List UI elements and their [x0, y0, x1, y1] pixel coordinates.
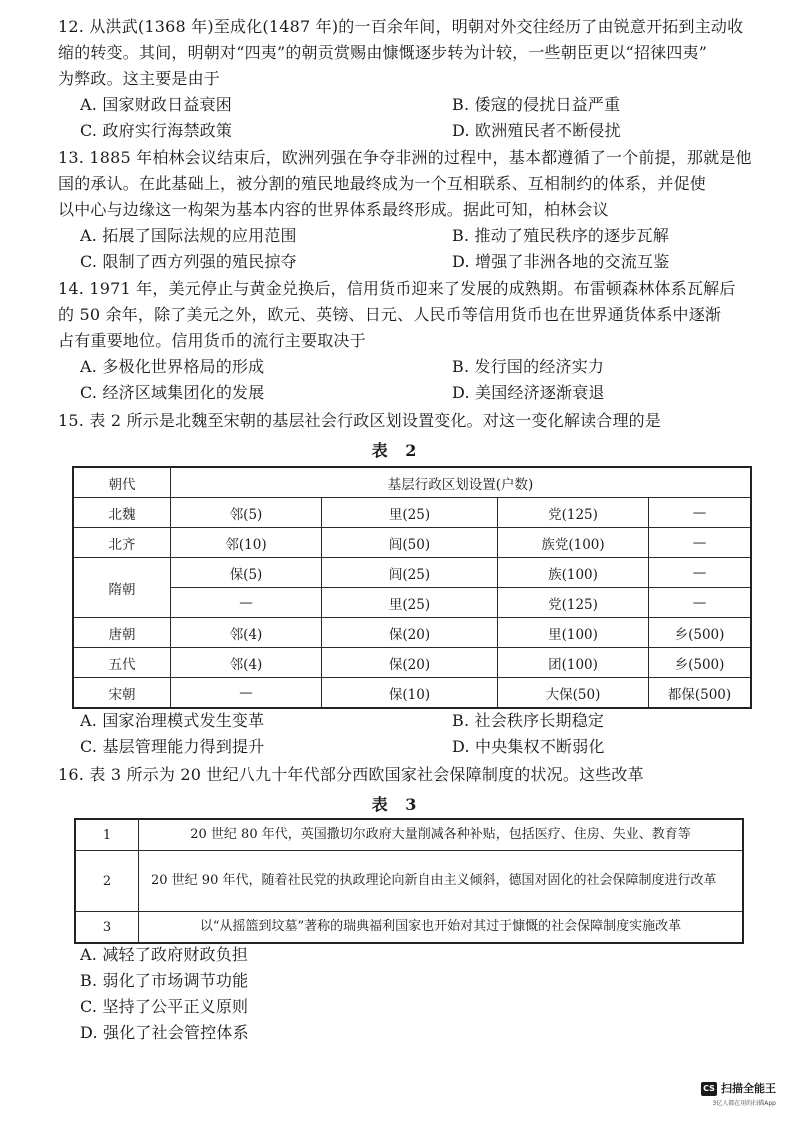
table-2-header [73, 467, 751, 498]
question-15-line-1: 15. 表 2 所示是北魏至宋朝的基层社会行政区划设置变化。对这一变化解读合理的是 [58, 411, 662, 430]
question-13-option-d[interactable]: D. 增强了非洲各地的交流互鉴 [452, 252, 670, 271]
question-16-answers [58, 942, 780, 1046]
question-16 [58, 762, 780, 788]
question-15-option-b[interactable]: B. 社会秩序长期稳定 [452, 711, 605, 730]
table-cell: 乡(500) [649, 618, 752, 648]
table-3-number: 3 [75, 912, 139, 944]
question-16-options [80, 942, 780, 1046]
table-cell: 邻(5) [171, 498, 322, 528]
table-cell: 族(100) [498, 558, 649, 588]
table-3-number: 1 [75, 819, 139, 851]
question-14-option-b[interactable]: B. 发行国的经济实力 [452, 357, 605, 376]
table-row [73, 558, 751, 588]
table-row [75, 851, 743, 912]
table-2-head-dynasty: 朝代 [73, 467, 171, 498]
question-12-options [80, 92, 780, 144]
table-cell: 乡(500) [649, 648, 752, 678]
question-12-line-3: 为弊政。这主要是由于 [58, 69, 221, 88]
table-cell: 邻(4) [171, 648, 322, 678]
question-16-option-c[interactable]: C. 坚持了公平正义原则 [80, 997, 249, 1016]
table-cell: 闾(25) [322, 558, 498, 588]
table-cell: 都保(500) [649, 678, 752, 709]
table-cell: 闾(50) [322, 528, 498, 558]
cs-logo-icon: CS [701, 1082, 717, 1096]
question-14-line-3: 占有重要地位。信用货币的流行主要取决于 [58, 331, 366, 350]
question-15-option-c[interactable]: C. 基层管理能力得到提升 [80, 737, 265, 756]
table-cell: 保(5) [171, 558, 322, 588]
table-cell: — [649, 498, 752, 528]
question-14-option-c[interactable]: C. 经济区域集团化的发展 [80, 383, 265, 402]
table-2 [72, 466, 752, 709]
table-2-dynasty: 北齐 [73, 528, 171, 558]
table-row [73, 678, 751, 709]
table-3-number: 2 [75, 851, 139, 912]
table-cell: 团(100) [498, 648, 649, 678]
question-13 [58, 145, 780, 275]
table-3-text: 以“从摇篮到坟墓”著称的瑞典福利国家也开始对其过于慷慨的社会保障制度实施改革 [139, 912, 744, 944]
question-12-line-2: 缩的转变。其间，明朝对“四夷”的朝贡赏赐由慷慨逐步转为计较，一些朝臣更以“招徕四夷” [58, 43, 708, 62]
table-cell: — [649, 528, 752, 558]
table-cell: — [171, 678, 322, 709]
table-3-text: 20 世纪 90 年代，随着社民党的执政理论向新自由主义倾斜，德国对固化的社会保障制度进行改革 [139, 851, 744, 912]
table-2-dynasty: 五代 [73, 648, 171, 678]
question-14-option-d[interactable]: D. 美国经济逐渐衰退 [452, 383, 605, 402]
question-13-line-3: 以中心与边缘这一构架为基本内容的世界体系最终形成。据此可知，柏林会议 [58, 200, 609, 219]
table-row [73, 648, 751, 678]
question-12 [58, 14, 780, 144]
question-14 [58, 276, 780, 406]
question-14-options [80, 354, 780, 406]
table-cell: 邻(4) [171, 618, 322, 648]
table-cell: 邻(10) [171, 528, 322, 558]
table-2-dynasty: 北魏 [73, 498, 171, 528]
table-3 [74, 818, 744, 944]
table-cell: 里(25) [322, 588, 498, 618]
question-12-line-1: 12. 从洪武(1368 年)至成化(1487 年)的一百余年间，明朝对外交往经历了由锐意开拓到主动收 [58, 17, 744, 36]
question-12-option-c[interactable]: C. 政府实行海禁政策 [80, 121, 233, 140]
question-13-options [80, 223, 780, 275]
table-row [75, 819, 743, 851]
question-16-line-1: 16. 表 3 所示为 20 世纪八九十年代部分西欧国家社会保障制度的状况。这些改革 [58, 765, 644, 784]
question-13-option-b[interactable]: B. 推动了殖民秩序的逐步瓦解 [452, 226, 669, 245]
question-12-option-a[interactable]: A. 国家财政日益衰困 [80, 95, 232, 114]
scanner-app-name: 扫描全能王 [721, 1082, 776, 1095]
table-3-text: 20 世纪 80 年代，英国撒切尔政府大量削减各种补贴，包括医疗、住房、失业、教育等 [139, 819, 744, 851]
table-2-head-divisions: 基层行政区划设置(户数) [171, 467, 752, 498]
table-cell: 保(20) [322, 648, 498, 678]
table-cell: — [649, 588, 752, 618]
question-16-option-b[interactable]: B. 弱化了市场调节功能 [80, 971, 249, 990]
table-2-caption: 表 2 [371, 441, 423, 460]
table-cell: 里(25) [322, 498, 498, 528]
question-13-option-a[interactable]: A. 拓展了国际法规的应用范围 [80, 226, 297, 245]
table-cell: 大保(50) [498, 678, 649, 709]
scanner-logo [701, 1082, 776, 1096]
table-2-dynasty: 隋朝 [73, 558, 171, 618]
table-cell: 保(20) [322, 618, 498, 648]
table-row [73, 498, 751, 528]
table-row [73, 618, 751, 648]
question-15 [58, 408, 780, 434]
question-14-line-1: 14. 1971 年，美元停止与黄金兑换后，信用货币迎来了发展的成熟期。布雷顿森林体系瓦解后 [58, 279, 736, 298]
table-3-caption: 表 3 [371, 795, 423, 814]
table-2-dynasty: 唐朝 [73, 618, 171, 648]
question-14-line-2: 的 50 余年，除了美元之外，欧元、英镑、日元、人民币等信用货币也在世界通货体系中逐渐 [58, 305, 722, 324]
question-13-line-1: 13. 1885 年柏林会议结束后，欧洲列强在争夺非洲的过程中，基本都遵循了一个前提，那就是他 [58, 148, 752, 167]
question-14-option-a[interactable]: A. 多极化世界格局的形成 [80, 357, 265, 376]
table-cell: 保(10) [322, 678, 498, 709]
table-cell: — [649, 558, 752, 588]
table-cell: — [171, 588, 322, 618]
table-cell: 党(125) [498, 588, 649, 618]
table-cell: 里(100) [498, 618, 649, 648]
table-2-dynasty: 宋朝 [73, 678, 171, 709]
table-row [75, 912, 743, 944]
question-13-line-2: 国的承认。在此基础上，被分割的殖民地最终成为一个互相联系、互相制约的体系，并促使 [58, 174, 707, 193]
question-13-option-c[interactable]: C. 限制了西方列强的殖民掠夺 [80, 252, 297, 271]
question-16-option-a[interactable]: A. 减轻了政府财政负担 [80, 945, 249, 964]
question-12-option-d[interactable]: D. 欧洲殖民者不断侵扰 [452, 121, 621, 140]
question-15-options [80, 708, 780, 760]
question-15-option-a[interactable]: A. 国家治理模式发生变革 [80, 711, 265, 730]
scanner-tagline: 3亿人都在用的扫描App [712, 1100, 776, 1107]
table-cell: 党(125) [498, 498, 649, 528]
table-cell: 族党(100) [498, 528, 649, 558]
question-16-option-d[interactable]: D. 强化了社会管控体系 [80, 1023, 249, 1042]
question-15-answers [58, 708, 780, 760]
question-12-option-b[interactable]: B. 倭寇的侵扰日益严重 [452, 95, 621, 114]
question-15-option-d[interactable]: D. 中央集权不断弱化 [452, 737, 605, 756]
table-row [73, 588, 751, 618]
table-row [73, 528, 751, 558]
